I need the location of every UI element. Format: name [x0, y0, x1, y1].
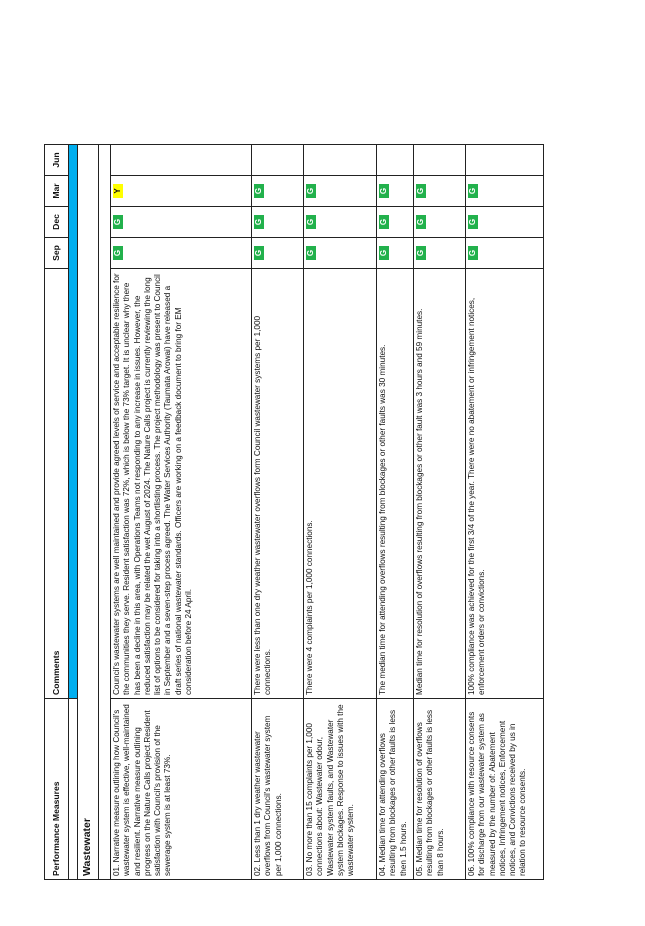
performance-measures-table	[44, 144, 544, 880]
status-jun	[377, 145, 414, 176]
measure-cell: 03. No more than 15 complaints per 1,000 connections about: Wastewater odour, Wastewater system faults, and Wastewater system blockages. Response to issues with the wastewater system.	[304, 699, 377, 880]
rag-badge: G	[113, 246, 123, 260]
header-month-jun: Jun	[45, 145, 69, 176]
comment-cell: There were less than one dry weather wastewater overflows form Council wastewater systems per 1,000 connections.	[252, 269, 304, 699]
rag-badge: G	[306, 246, 316, 260]
measure-cell: 05. Median time for resolution of overflows resulting from blockages or other faults is less than 8 hours.	[414, 699, 466, 880]
comment-cell: Median time for resolution of overflows resulting from blockages or other fault was 3 hours and 59 minutes.	[414, 269, 466, 699]
status-sep	[466, 238, 544, 269]
status-mar	[111, 176, 252, 207]
status-sep	[111, 238, 252, 269]
header-row	[45, 145, 69, 880]
rag-badge: G	[306, 184, 316, 198]
status-mar	[252, 176, 304, 207]
status-sep	[377, 238, 414, 269]
header-month-sep: Sep	[45, 238, 69, 269]
rag-badge	[468, 153, 478, 167]
section-band	[69, 145, 78, 699]
status-dec	[414, 207, 466, 238]
rag-badge: G	[416, 246, 426, 260]
rag-badge	[113, 153, 123, 167]
rag-badge: G	[306, 215, 316, 229]
rag-badge: G	[468, 215, 478, 229]
measure-cell: 06. 100% compliance with resource consents for discharge from our wastewater system as measured by the number of: Abatement notices, Infringement notices, Enforcement notices, and Convictions received by us in relation to resource consents.	[466, 699, 544, 880]
status-jun	[466, 145, 544, 176]
rag-badge: G	[379, 184, 389, 198]
table-row	[466, 145, 544, 880]
table-row	[304, 145, 377, 880]
status-jun	[304, 145, 377, 176]
rag-badge: G	[254, 184, 264, 198]
spacer-cell	[99, 145, 111, 880]
rag-badge: G	[468, 246, 478, 260]
header-month-dec: Dec	[45, 207, 69, 238]
comment-cell: There were 4 complaints per 1,000 connections.	[304, 269, 377, 699]
section-title: Wastewater	[81, 818, 94, 876]
status-mar	[377, 176, 414, 207]
status-dec	[466, 207, 544, 238]
rag-badge: G	[416, 215, 426, 229]
rag-badge	[416, 153, 426, 167]
comment-cell: The median time for attending overflows resulting from blockages or other faults was 30 minutes.	[377, 269, 414, 699]
measure-cell: 02. Less than 1 dry weather wastewater overflows from Council's wastewater system per 1,000 connections.	[252, 699, 304, 880]
status-mar	[466, 176, 544, 207]
table-row	[414, 145, 466, 880]
status-dec	[304, 207, 377, 238]
section-spacer-row	[99, 145, 111, 880]
rag-badge: G	[379, 246, 389, 260]
rag-badge: G	[416, 184, 426, 198]
measure-cell: 01. Narrative measure outlining how Council's wastewater system is effective, well-maintained and resilient. Narrative measure outlining progress on the Nature Calls project.Resident satisfaction with Council's provision of the sewerage system is at least 73%.	[111, 699, 252, 880]
table-row	[377, 145, 414, 880]
rag-badge: G	[254, 215, 264, 229]
comment-cell: Council's wastewater systems are well maintained and provide agreed levels of service and acceptable resilience for the communities they serve. Resident satisfaction was 72%, which is below the 73% target. It is unclear why there has been a decline in this area, with Operations Teams not responding to any increase in issues. However, the reduced satisfaction may be related the wet August of 2024. The Nature Calls project is currently reviewing the long list of options to be considered for taking into a shortlisting process. The project methodology was present to Council in September and a seven-step process agreed. The Water Services Authority (Taumata Arowai) have released a draft series of national wastewater standards. Officers are working on a feedback document to bring for EM consideration before 24 April.	[111, 269, 252, 699]
table-row	[111, 145, 252, 880]
comment-cell: 100% compliance was achieved for the first 3/4 of the year. There were no abatement or infringement notices, enforcement orders or convictions.	[466, 269, 544, 699]
status-jun	[111, 145, 252, 176]
status-sep	[414, 238, 466, 269]
measure-cell: 04. Median time for attending overflows resulting from blockages or other faults is less then 1.5 hours.	[377, 699, 414, 880]
section-title-cell	[78, 145, 99, 880]
rag-badge	[379, 153, 389, 167]
section-band-row	[69, 145, 78, 880]
rag-badge: G	[113, 215, 123, 229]
status-sep	[252, 238, 304, 269]
table-row	[252, 145, 304, 880]
status-jun	[414, 145, 466, 176]
rag-badge: G	[379, 215, 389, 229]
status-mar	[414, 176, 466, 207]
section-band-blank	[69, 699, 78, 880]
rag-badge	[254, 153, 264, 167]
rag-badge: G	[254, 246, 264, 260]
status-jun	[252, 145, 304, 176]
header-performance-measures: Performance Measures	[45, 699, 69, 880]
status-mar	[304, 176, 377, 207]
section-title-row	[78, 145, 99, 880]
status-sep	[304, 238, 377, 269]
rotated-table-container	[44, 145, 528, 880]
rag-badge: G	[468, 184, 478, 198]
header-comments: Comments	[45, 269, 69, 699]
status-dec	[252, 207, 304, 238]
header-month-mar: Mar	[45, 176, 69, 207]
status-dec	[111, 207, 252, 238]
status-dec	[377, 207, 414, 238]
rag-badge	[306, 153, 316, 167]
rag-badge: Y	[113, 184, 123, 198]
